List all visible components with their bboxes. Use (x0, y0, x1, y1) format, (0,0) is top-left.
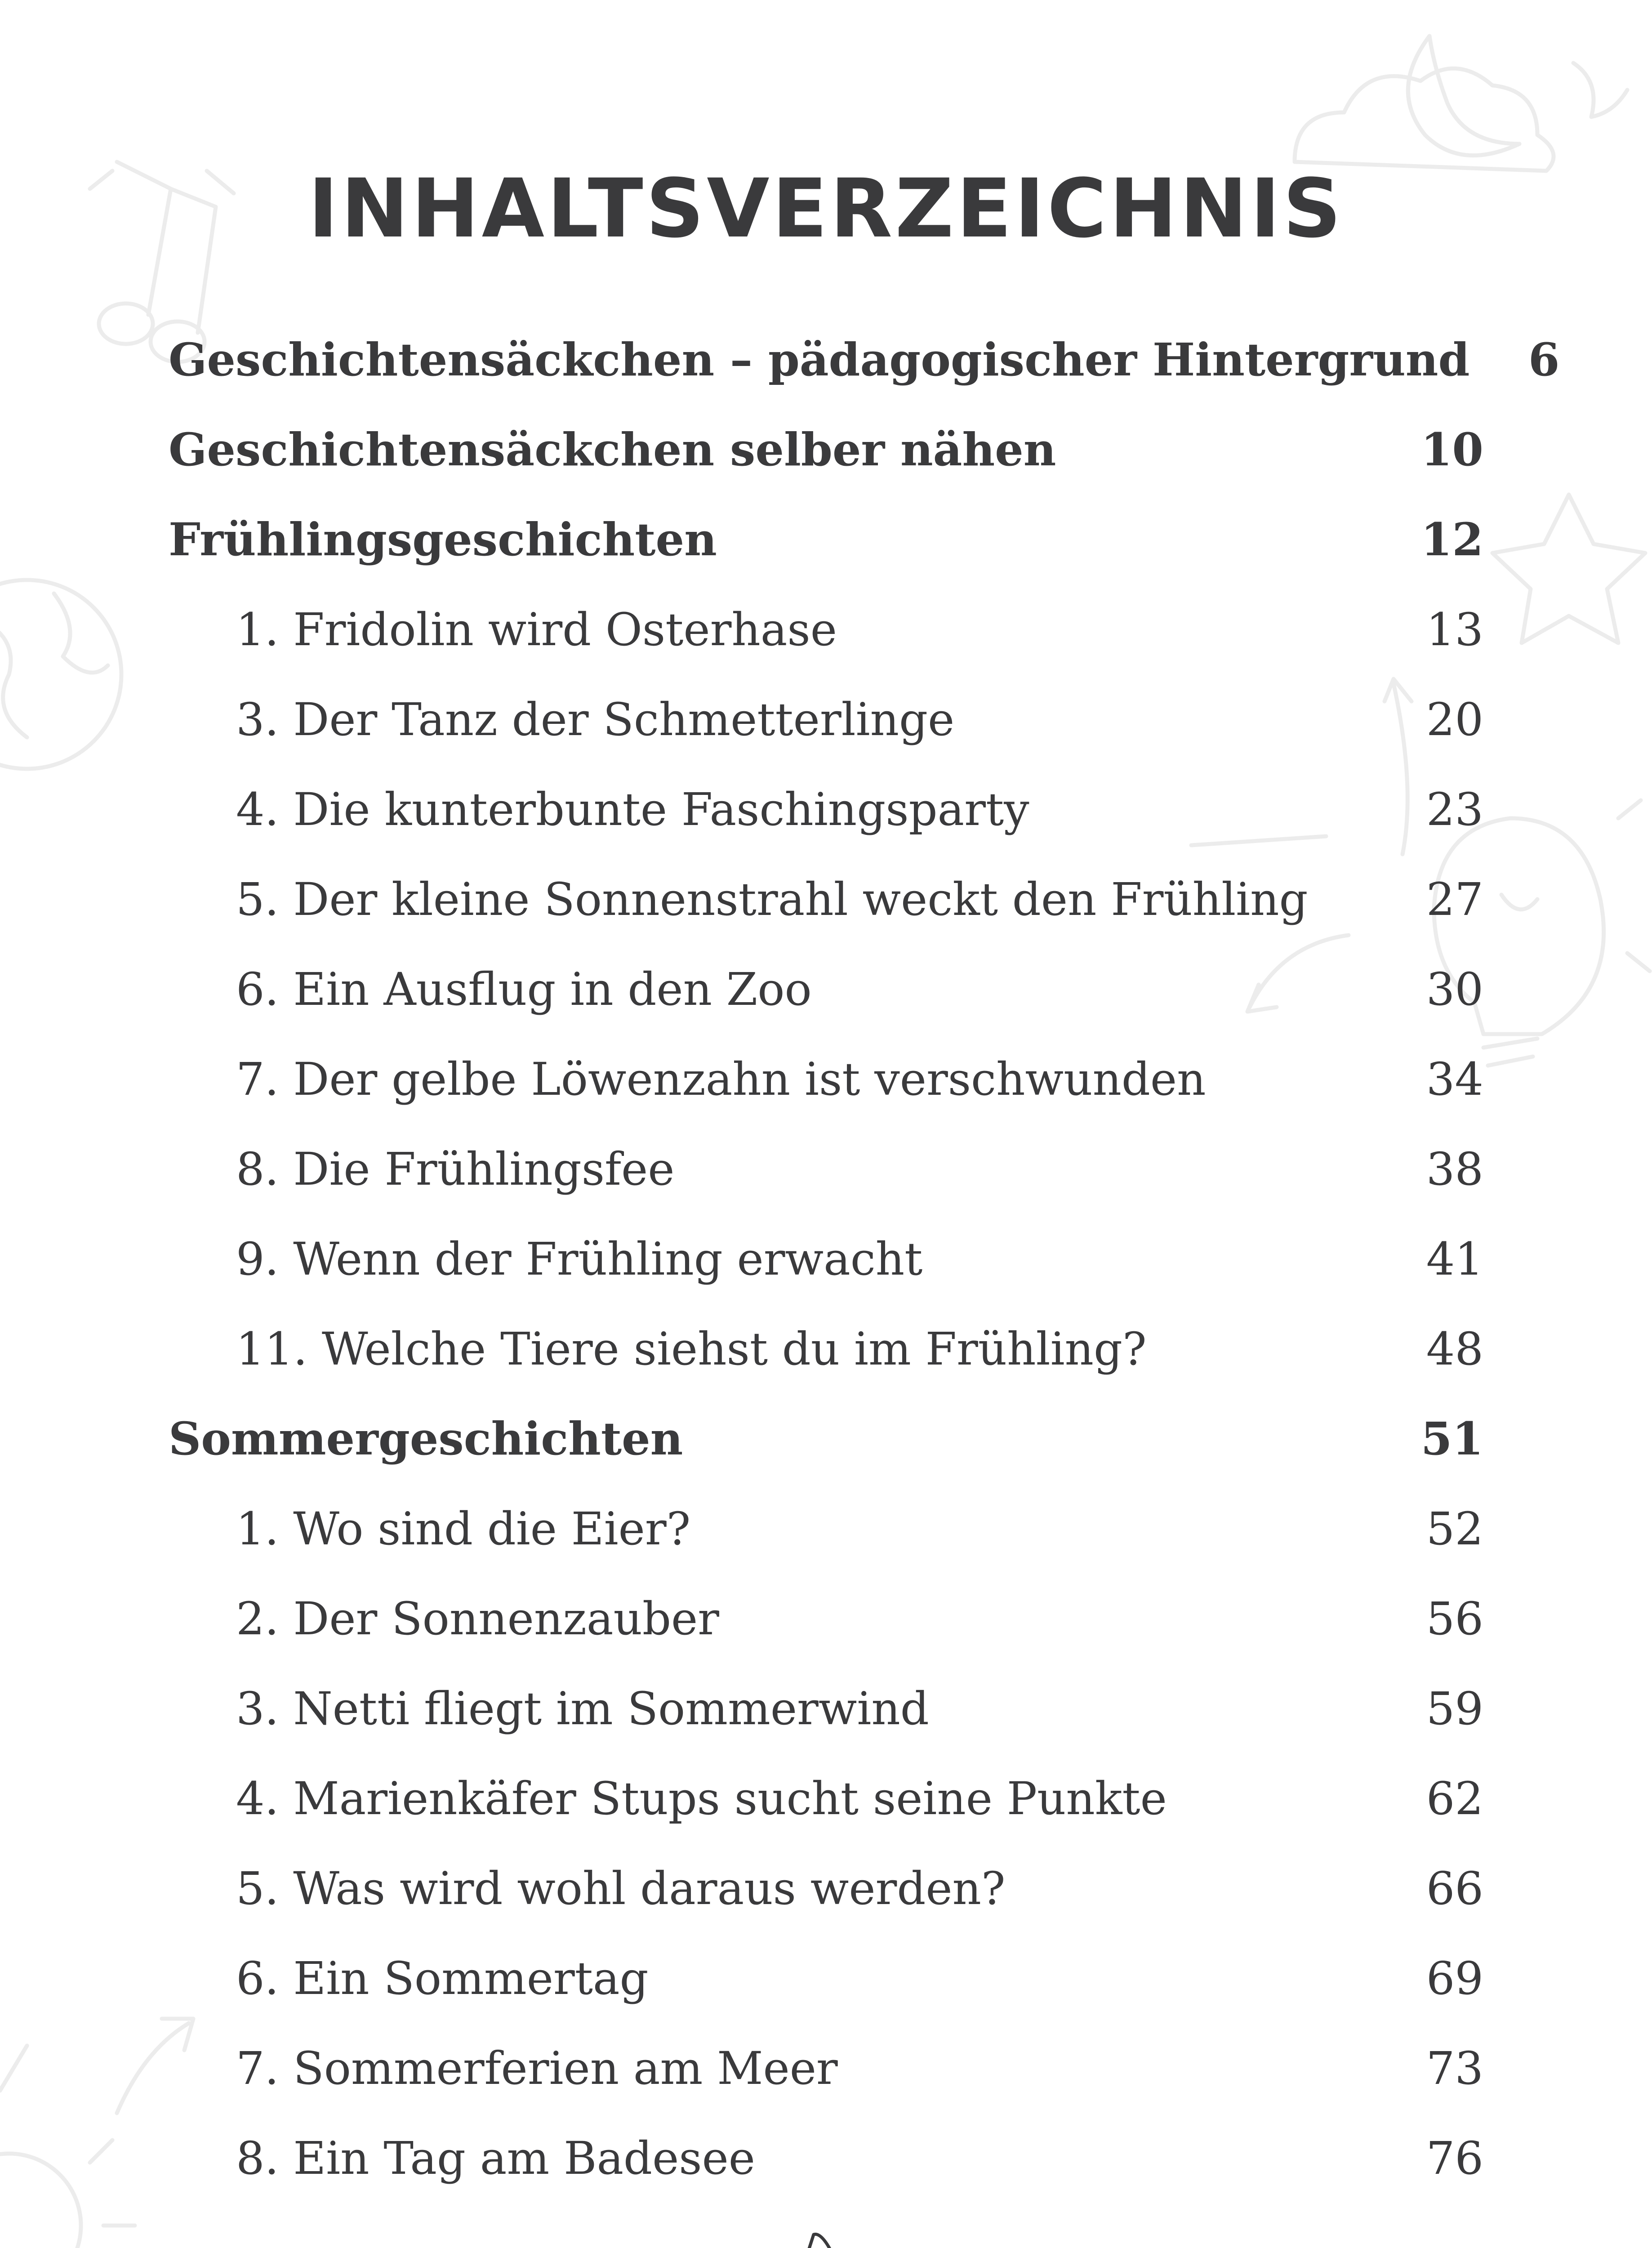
toc-story-entry[interactable] (169, 1933, 1483, 2023)
toc-section-entry[interactable] (169, 405, 1483, 495)
toc-entry-title: 5. Was wird wohl daraus werden? (236, 1862, 1006, 1915)
toc-entry-page: 38 (1426, 1142, 1483, 1195)
toc-story-entry[interactable] (169, 1304, 1483, 1394)
cloud-moon-icon (1295, 36, 1627, 171)
toc-entry-title: 8. Die Frühlingsfee (236, 1142, 675, 1195)
toc-entry-title: 7. Sommerferien am Meer (236, 2042, 838, 2095)
toc-story-entry[interactable] (169, 2113, 1483, 2203)
toc-story-entry[interactable] (169, 854, 1483, 944)
toc-section-entry[interactable] (169, 315, 1560, 405)
toc-story-entry[interactable] (169, 1034, 1483, 1124)
toc-story-entry[interactable] (169, 1214, 1483, 1304)
sun-icon (0, 2140, 135, 2248)
toc-entry-title: 1. Fridolin wird Osterhase (236, 603, 837, 656)
toc-entry-page: 34 (1426, 1053, 1483, 1106)
toc-entry-title: 3. Der Tanz der Schmetterlinge (236, 693, 955, 746)
toc-entry-page: 52 (1426, 1502, 1483, 1555)
toc-story-entry[interactable] (169, 1124, 1483, 1214)
toc-story-entry[interactable] (169, 1753, 1483, 1843)
toc-entry-title: 8. Ein Tag am Badesee (236, 2132, 755, 2185)
star-icon (1492, 495, 1645, 643)
toc-entry-title: 5. Der kleine Sonnenstrahl weckt den Frühling (236, 873, 1308, 926)
toc-entry-page: 48 (1426, 1322, 1483, 1375)
toc-entry-page: 59 (1426, 1682, 1483, 1735)
toc-entry-title: 2. Der Sonnenzauber (236, 1592, 719, 1645)
toc-entry-title: 7. Der gelbe Löwenzahn ist verschwunden (236, 1053, 1206, 1106)
toc-story-entry[interactable] (169, 944, 1483, 1034)
toc-entry-page: 20 (1426, 693, 1483, 746)
toc-entry-title: 6. Ein Sommertag (236, 1952, 649, 2005)
toc-story-entry[interactable] (169, 1484, 1483, 1574)
toc-section-entry[interactable] (169, 1394, 1483, 1484)
toc-entry-title: 4. Marienkäfer Stups sucht seine Punkte (236, 1772, 1167, 1825)
toc-entry-title: 4. Die kunterbunte Faschingsparty (236, 783, 1029, 836)
toc-story-entry[interactable] (169, 764, 1483, 854)
toc-story-entry[interactable] (169, 674, 1483, 764)
toc-entry-title: Geschichtensäckchen selber nähen (169, 423, 1056, 476)
toc-entry-page: 12 (1420, 513, 1483, 566)
toc-entry-page: 76 (1426, 2132, 1483, 2185)
arrow-icon (0, 2019, 193, 2113)
page-title: INHALTSVERZEICHNIS (308, 162, 1344, 256)
toc-entry-page: 73 (1426, 2042, 1483, 2095)
toc-entry-title: 6. Ein Ausflug in den Zoo (236, 963, 812, 1016)
toc-entry-page: 56 (1426, 1592, 1483, 1645)
toc-entry-title: Geschichtensäckchen – pädagogischer Hintergrund (169, 333, 1470, 386)
table-of-contents (169, 315, 1560, 2203)
toc-entry-title: 3. Netti fliegt im Sommerwind (236, 1682, 929, 1735)
toc-entry-page: 13 (1426, 603, 1483, 656)
toc-story-entry[interactable] (169, 2023, 1483, 2113)
toc-entry-page: 51 (1420, 1412, 1483, 1465)
toc-entry-page: 66 (1426, 1862, 1483, 1915)
toc-entry-title: 1. Wo sind die Eier? (236, 1502, 691, 1555)
toc-entry-page: 69 (1426, 1952, 1483, 2005)
toc-entry-title: Frühlingsgeschichten (169, 513, 717, 566)
toc-entry-page: 41 (1426, 1232, 1483, 1285)
toc-story-entry[interactable] (169, 1664, 1483, 1753)
toc-entry-page: 30 (1426, 963, 1483, 1016)
toc-story-entry[interactable] (169, 584, 1483, 674)
toc-story-entry[interactable] (169, 1843, 1483, 1933)
toc-entry-page: 62 (1426, 1772, 1483, 1825)
toc-entry-title: Sommergeschichten (169, 1412, 683, 1465)
page-number-star-icon (746, 2230, 899, 2248)
toc-entry-page: 6 (1528, 333, 1560, 386)
toc-entry-page: 23 (1426, 783, 1483, 836)
toc-section-entry[interactable] (169, 495, 1483, 584)
toc-entry-title: 11. Welche Tiere siehst du im Frühling? (236, 1322, 1147, 1375)
toc-entry-title: 9. Wenn der Frühling erwacht (236, 1232, 923, 1285)
toc-story-entry[interactable] (169, 1574, 1483, 1664)
toc-entry-page: 10 (1420, 423, 1483, 476)
toc-entry-page: 27 (1426, 873, 1483, 926)
globe-icon (0, 580, 121, 769)
